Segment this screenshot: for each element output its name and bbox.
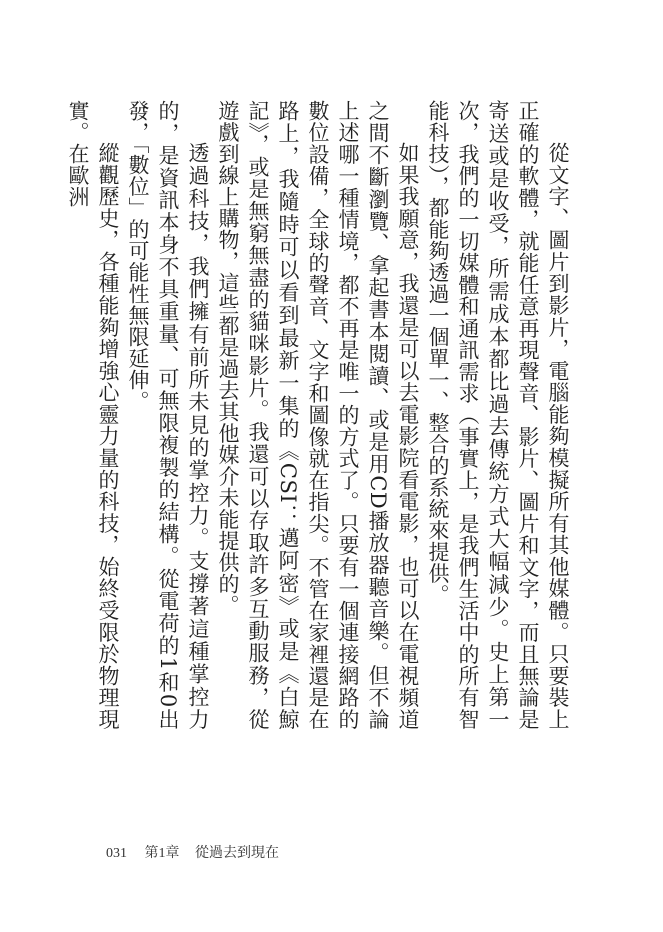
page-number: 031 bbox=[106, 846, 127, 861]
vertical-text-body bbox=[66, 100, 573, 730]
paragraph-3: 透過科技，我們擁有前所未見的掌控力。支撐著這種掌控力的，是資訊本身不具重量、可無限複製的結構。從電荷的1和0出發，「數位」的可能性無限延伸。 bbox=[126, 100, 210, 730]
chapter-title: 從過去到現在 bbox=[195, 846, 279, 861]
chapter-label: 第1章 bbox=[144, 846, 180, 861]
page-footer bbox=[106, 842, 279, 862]
paragraph-1: 從文字、圖片到影片，電腦能夠模擬所有其他媒體。只要裝上正確的軟體，就能任意再現聲音、影片、圖片和文字，而且無論是寄送或是收受，所需成本都比過去傳統方式大幅減少。史上第一次，我們的一切媒體和通訊需求（事實上，是我們生活中的所有智能科技），都能夠透過一個單一、整合的系統來提供。 bbox=[426, 100, 570, 730]
paragraph-2: 如果我願意，我還是可以去電影院看電影，也可以在電視頻道之間不斷瀏覽、拿起書本閱讀、或是用CD播放器聽音樂。但不論上述哪一種情境，都不再是唯一的方式了。只要有一個連接網路的數位設備，全球的聲音、文字和圖像就在指尖。不管在家裡還是在路上，我隨時可以看到最新一集的《CSI：邁阿密》或是《白鯨記》，或是無窮無盡的貓咪影片。我還可以存取許多互動服務，從遊戲到線上購物，這些都是過去其他媒介未能提供的。 bbox=[216, 100, 420, 730]
paragraph-4: 縱觀歷史，各種能夠增強心靈力量的科技，始終受限於物理現實。在歐洲 bbox=[66, 100, 120, 730]
